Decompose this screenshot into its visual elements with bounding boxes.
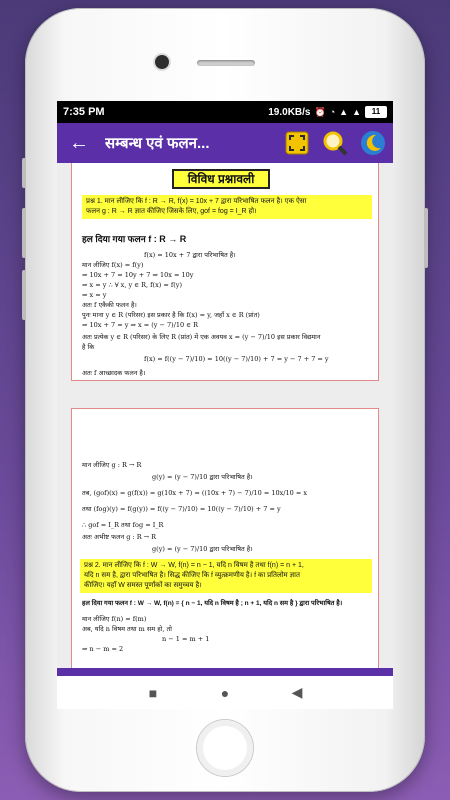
solution-line: तथा (fog)(y) = f(g(y)) = f((y − 7)/10) = 10((y − 7)/10) + 7 = y bbox=[82, 505, 281, 513]
status-bar bbox=[57, 101, 393, 123]
front-camera bbox=[155, 55, 169, 69]
question-2 bbox=[80, 559, 372, 593]
earpiece-speaker bbox=[197, 60, 255, 66]
moon-icon bbox=[360, 130, 386, 156]
solution-line: ⇒ 10x + 7 = y ⇒ x = (y − 7)/10 ∈ R bbox=[82, 321, 198, 329]
page-title: सम्बन्ध एवं फलन... bbox=[105, 135, 210, 152]
solution-line: हल दिया गया फलन f : R → R bbox=[82, 234, 187, 244]
net-speed: 19.0KB/s bbox=[268, 106, 311, 118]
fullscreen-button[interactable] bbox=[283, 129, 311, 157]
solution-line: n − 1 = m + 1 bbox=[162, 635, 210, 643]
recents-button[interactable]: ■ bbox=[148, 684, 158, 701]
search-icon bbox=[322, 130, 348, 156]
night-mode-button[interactable] bbox=[359, 129, 387, 157]
home-button[interactable] bbox=[197, 720, 253, 776]
search-button[interactable] bbox=[321, 129, 349, 157]
solution-line: मान लीजिए g : R → R bbox=[82, 461, 142, 469]
wifi-icon: ◔ bbox=[329, 107, 336, 117]
solution-line: मान लीजिए f(x) = f(y) bbox=[82, 261, 144, 269]
solution-line: पुनः माना y ∈ R (परिसर) इस प्रकार है कि f(x) = y, जहाँ x ∈ R (प्रांत) bbox=[82, 311, 260, 319]
device-screen bbox=[57, 101, 393, 709]
solution-line: ⇒ n − m = 2 bbox=[82, 645, 124, 653]
solution-line: ⇒ x = y ∴ ∀ x, y ∈ R, f(x) = f(y) bbox=[82, 281, 182, 289]
document-viewer[interactable] bbox=[57, 163, 393, 668]
alarm-icon: ⏰ bbox=[314, 106, 326, 117]
solution-line: अतः प्रत्येक y ∈ R (परिसर) के लिए R (प्रांत) में एक अवयव x = (y − 7)/10 इस प्रकार विद्यमान bbox=[82, 333, 321, 341]
back-arrow-icon[interactable]: ← bbox=[69, 131, 89, 154]
question-2-line-3: कीजिए। यहाँ W समस्त पूर्णांकों का समुच्चय है। bbox=[84, 582, 202, 589]
fullscreen-icon bbox=[285, 131, 309, 155]
power-button bbox=[424, 208, 428, 268]
solution-line: अतः f एकैकी फलन है। bbox=[82, 301, 137, 309]
solution-line: तब, (gof)(x) = g(f(x)) = g(10x + 7) = ((10x + 7) − 7)/10 = 10x/10 = x bbox=[82, 489, 308, 497]
section-heading: विविध प्रश्नावली bbox=[172, 169, 270, 189]
status-time: 7:35 PM bbox=[63, 106, 105, 118]
solution-line: अतः अभीष्ट फलन g : R → R bbox=[82, 533, 157, 541]
solution-line: f(x) = 10x + 7 द्वारा परिभाषित है। bbox=[144, 251, 236, 259]
home-nav-button[interactable]: ● bbox=[220, 684, 230, 701]
question-1 bbox=[82, 195, 372, 219]
volume-down-button bbox=[22, 270, 26, 320]
solution-line: ∴ gof = I_R तथा fog = I_R bbox=[82, 521, 164, 529]
solution-line: अब, यदि n विषम तथा m सम हो, तो bbox=[82, 625, 172, 633]
phone-frame bbox=[25, 8, 425, 792]
question-2-line-2: यदि n सम है, द्वारा परिभाषित है। सिद्ध कीजिए कि f व्युत्क्रमणीय है। f का प्रतिलोम ज्ञात bbox=[84, 572, 300, 579]
android-nav-bar bbox=[57, 676, 393, 709]
solution-line: g(y) = (y − 7)/10 द्वारा परिभाषित है। bbox=[152, 545, 253, 553]
app-bar bbox=[57, 123, 393, 163]
solution-line: ⇒ 10x + 7 = 10y + 7 ⇒ 10x = 10y bbox=[82, 271, 194, 279]
mute-switch bbox=[22, 158, 26, 188]
solution-line: है कि bbox=[82, 343, 95, 351]
solution-line: ⇒ x = y bbox=[82, 291, 107, 299]
battery-icon: 11 bbox=[365, 106, 387, 118]
solution-line: हल दिया गया फलन f : W → W, f(n) = { n − 1, यदि n विषम है ; n + 1, यदि n सम है } द्वारा परिभाषित है। bbox=[82, 600, 343, 607]
solution-line: f(x) = f((y − 7)/10) = 10((y − 7)/10) + 7 = y − 7 + 7 = y bbox=[144, 355, 329, 363]
solution-line: अतः f आच्छादक फलन है। bbox=[82, 369, 146, 377]
back-nav-button[interactable]: ◀ bbox=[291, 684, 303, 700]
document-page-2 bbox=[71, 408, 379, 668]
solution-line: मान लीजिए f(n) = f(m) bbox=[82, 615, 147, 623]
signal-4g-icon: ▲ bbox=[352, 107, 361, 117]
question-1-line-2: फलन g : R → R ज्ञात कीजिए जिसके लिए, gof = fog = I_R हो। bbox=[86, 208, 257, 215]
question-2-line-1: प्रश्न 2. मान लीजिए कि f : W → W, f(n) = n − 1, यदि n विषम है तथा f(n) = n + 1, bbox=[84, 562, 304, 569]
bottom-accent-bar bbox=[57, 668, 393, 676]
volume-up-button bbox=[22, 208, 26, 258]
question-1-line-1: प्रश्न 1. मान लीजिए कि f : R → R, f(x) = 10x + 7 द्वारा परिभाषित फलन है। एक ऐसा bbox=[86, 198, 307, 205]
document-page-1 bbox=[71, 163, 379, 381]
signal-icon: ▲ bbox=[339, 107, 349, 117]
solution-line: g(y) = (y − 7)/10 द्वारा परिभाषित है। bbox=[152, 473, 253, 481]
